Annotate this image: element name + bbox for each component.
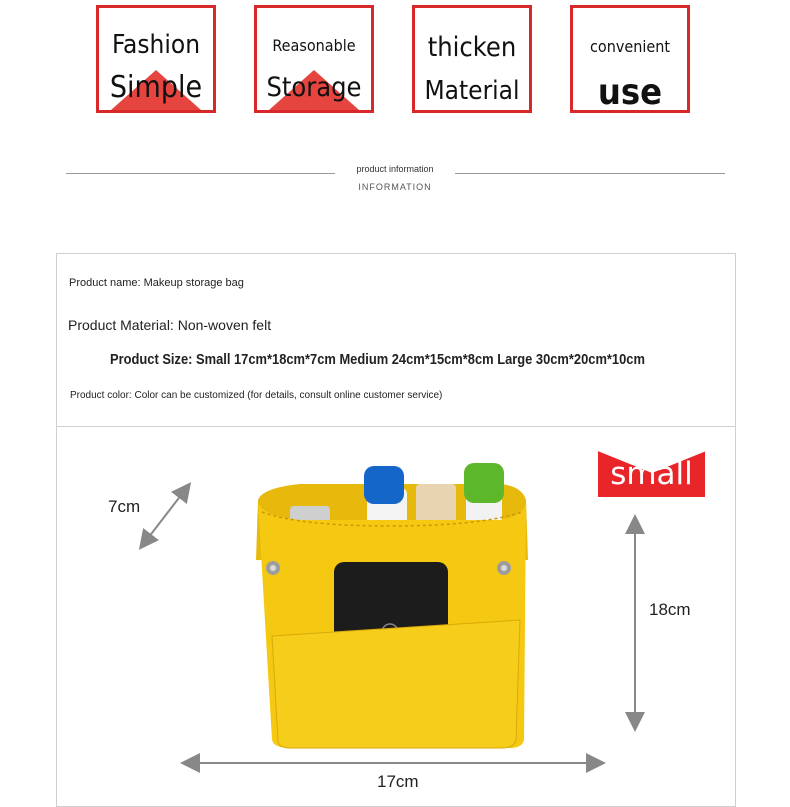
feature-line2: Simple — [109, 70, 203, 105]
feature-box-fashion — [96, 5, 216, 113]
feature-line1: Fashion — [111, 30, 201, 60]
feature-line1: thicken — [427, 32, 517, 63]
feature-line1: convenient — [590, 37, 670, 56]
feature-line2: use — [597, 72, 663, 113]
width-label: 17cm — [377, 772, 419, 791]
divider-right — [455, 173, 725, 174]
product-name: Product name: Makeup storage bag — [69, 277, 244, 289]
height-label: 18cm — [649, 600, 691, 619]
feature-line2: Storage — [266, 72, 362, 103]
product-info-panel — [56, 253, 736, 427]
section-title: product information — [356, 164, 434, 174]
product-color: Product color: Color can be customized (for details, consult online customer service) — [70, 390, 443, 401]
feature-box-storage — [254, 5, 374, 113]
size-badge — [598, 447, 705, 497]
depth-label: 7cm — [108, 497, 141, 516]
feature-box-material — [412, 5, 532, 113]
size-badge-label: small — [610, 456, 693, 492]
section-subtitle: INFORMATION — [358, 182, 432, 192]
feature-box-use — [570, 5, 690, 113]
product-size: Product Size: Small 17cm*18cm*7cm Medium 24cm*15cm*8cm Large 30cm*20cm*10cm — [110, 351, 645, 368]
feature-line2: Material — [424, 76, 520, 106]
feature-line1: Reasonable — [272, 36, 356, 55]
product-material: Product Material: Non-woven felt — [68, 317, 272, 333]
divider-left — [66, 173, 335, 174]
